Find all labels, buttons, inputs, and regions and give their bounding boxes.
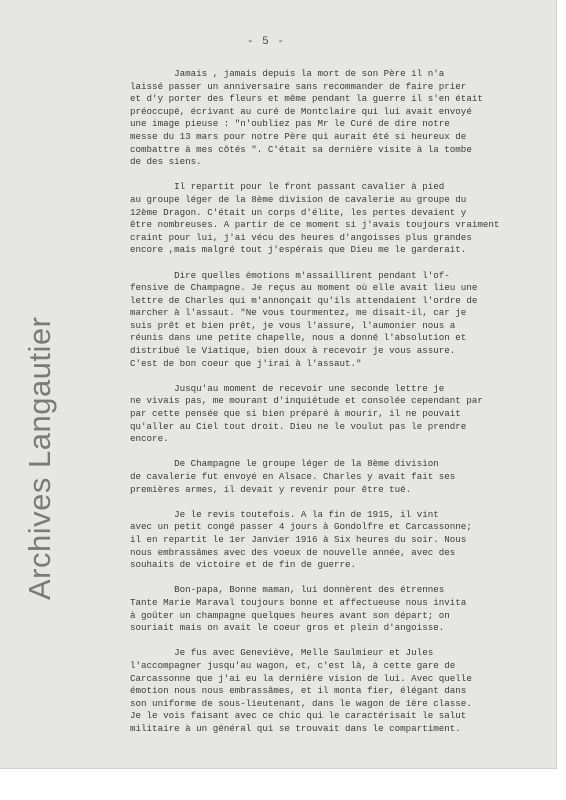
text-line: encore ,mais malgré tout j'espérais que Dieu me le garderait. — [130, 244, 467, 256]
text-line: fensive de Champagne. Je reçus au moment où elle avait lieu une — [130, 282, 478, 294]
text-line: il en repartit le 1er Janvier 1916 à Six heures du soir. Nous — [130, 533, 467, 545]
watermark-archives-langautier: Archives Langautier — [22, 316, 57, 600]
text-line: 12ème Dragon. C'était un corps d'élite, les pertes devaient y — [130, 206, 467, 218]
paragraph — [130, 383, 556, 446]
paragraph — [130, 181, 556, 257]
text-line: Je fus avec Geneviève, Melle Saulmieur et Jules — [130, 647, 434, 659]
paragraph — [130, 509, 556, 572]
text-line: distribué le Viatique, bien doux à recevoir je vous assure. — [130, 345, 456, 357]
paragraph — [130, 647, 556, 735]
paragraph — [130, 458, 556, 496]
text-line: combattre à mes côtés ". C'était sa dernière visite à la tombe — [130, 143, 472, 155]
text-line: une image pieuse : "n'oubliez pas Mr le Curé de dire notre — [130, 118, 450, 130]
text-line: Il repartit pour le front passant cavalier à pied — [130, 181, 445, 193]
text-line: être nombreuses. A partir de ce moment si j'avais toujours vraiment — [130, 219, 500, 231]
text-line: nous embrassâmes avec des voeux de nouvelle année, avec des — [130, 546, 456, 558]
text-line: ne vivais pas, me mourant d'inquiétude et consolée cependant par — [130, 395, 483, 407]
page-number: - 5 - — [246, 36, 285, 48]
text-line: Bon-papa, Bonne maman, lui donnèrent des étrennes — [130, 584, 445, 596]
text-line: Je le vois faisant avec ce chic qui le caractérisait le salut — [130, 710, 467, 722]
text-line: avec un petit congé passer 4 jours à Gondolfre et Carcassonne; — [130, 521, 472, 533]
text-line: premières armes, il devait y revenir pour être tué. — [130, 483, 412, 495]
text-line: suis prêt et bien prêt, je vous l'assure, l'aumonier nous a — [130, 319, 456, 331]
text-line: De Champagne le groupe léger de la 8ème division — [130, 458, 439, 470]
body-text — [130, 68, 556, 748]
text-line: souhaits de victoire et de fin de guerre. — [130, 559, 357, 571]
text-line: au groupe léger de la 8ème division de cavalerie au groupe du — [130, 193, 467, 205]
text-line: préoccupé, écrivant au curé de Montclaire qui lui avait envoyé — [130, 105, 472, 117]
paragraph — [130, 68, 556, 169]
text-line: qu'aller au Ciel tout droit. Dieu ne le voulut pas le prendre — [130, 420, 467, 432]
text-line: laissé passer un anniversaire sans recommander de faire prier — [130, 80, 467, 92]
paragraph — [130, 584, 556, 634]
text-line: émotion nous nous embrassâmes, et il monta fier, élégant dans — [130, 685, 467, 697]
text-line: Jamais , jamais depuis la mort de son Père il n'a — [130, 68, 445, 79]
text-line: encore. — [130, 433, 169, 445]
paragraph — [130, 270, 556, 371]
text-line: craint pour lui, j'ai vécu des heures d'angoisses plus grandes — [130, 231, 472, 243]
text-line: souriait mais on avait le coeur gros et plein d'angoisse. — [130, 622, 445, 634]
text-line: marcher à l'assaut. "Ne vous tourmentez, me disait-il, car je — [130, 307, 467, 319]
text-line: Je le revis toutefois. A la fin de 1915, il vint — [130, 508, 439, 520]
text-line: Jusqu'au moment de recevoir une seconde lettre je — [130, 382, 445, 394]
text-line: Tante Marie Maraval toujours bonne et affectueuse nous invita — [130, 596, 467, 608]
text-line: C'est de bon coeur que j'irai à l'assaut." — [130, 357, 362, 369]
text-line: l'accompagner jusqu'au wagon, et, c'est là, à cette gare de — [130, 659, 456, 671]
text-line: messe du 13 mars pour notre Père qui aurait été si heureux de — [130, 130, 467, 142]
text-line: par cette pensée que si bien préparé à mourir, il ne pouvait — [130, 408, 461, 420]
text-line: réunis dans une petite chapelle, nous a donné l'absolution et — [130, 332, 467, 344]
text-line: de des siens. — [130, 156, 202, 168]
text-line: Carcassonne que j'ai eu la dernière vision de lui. Avec quelle — [130, 672, 472, 684]
text-line: à goûter un champagne quelques heures avant son départ; on — [130, 609, 450, 621]
text-line: militaire à un général qui se trouvait dans le compartiment. — [130, 722, 461, 734]
text-line: son uniforme de sous-lieutenant, dans le wagon de 1ère classe. — [130, 697, 472, 709]
text-line: Dire quelles émotions m'assaillirent pendant l'of- — [130, 269, 450, 281]
text-line: de cavalerie fut envoyé en Alsace. Charles y avait fait ses — [130, 471, 456, 482]
text-line: et d'y porter des fleurs et même pendant la guerre il s'en était — [130, 93, 483, 105]
text-line: lettre de Charles qui m'annonçait qu'ils attendaient l'ordre de — [130, 294, 478, 306]
